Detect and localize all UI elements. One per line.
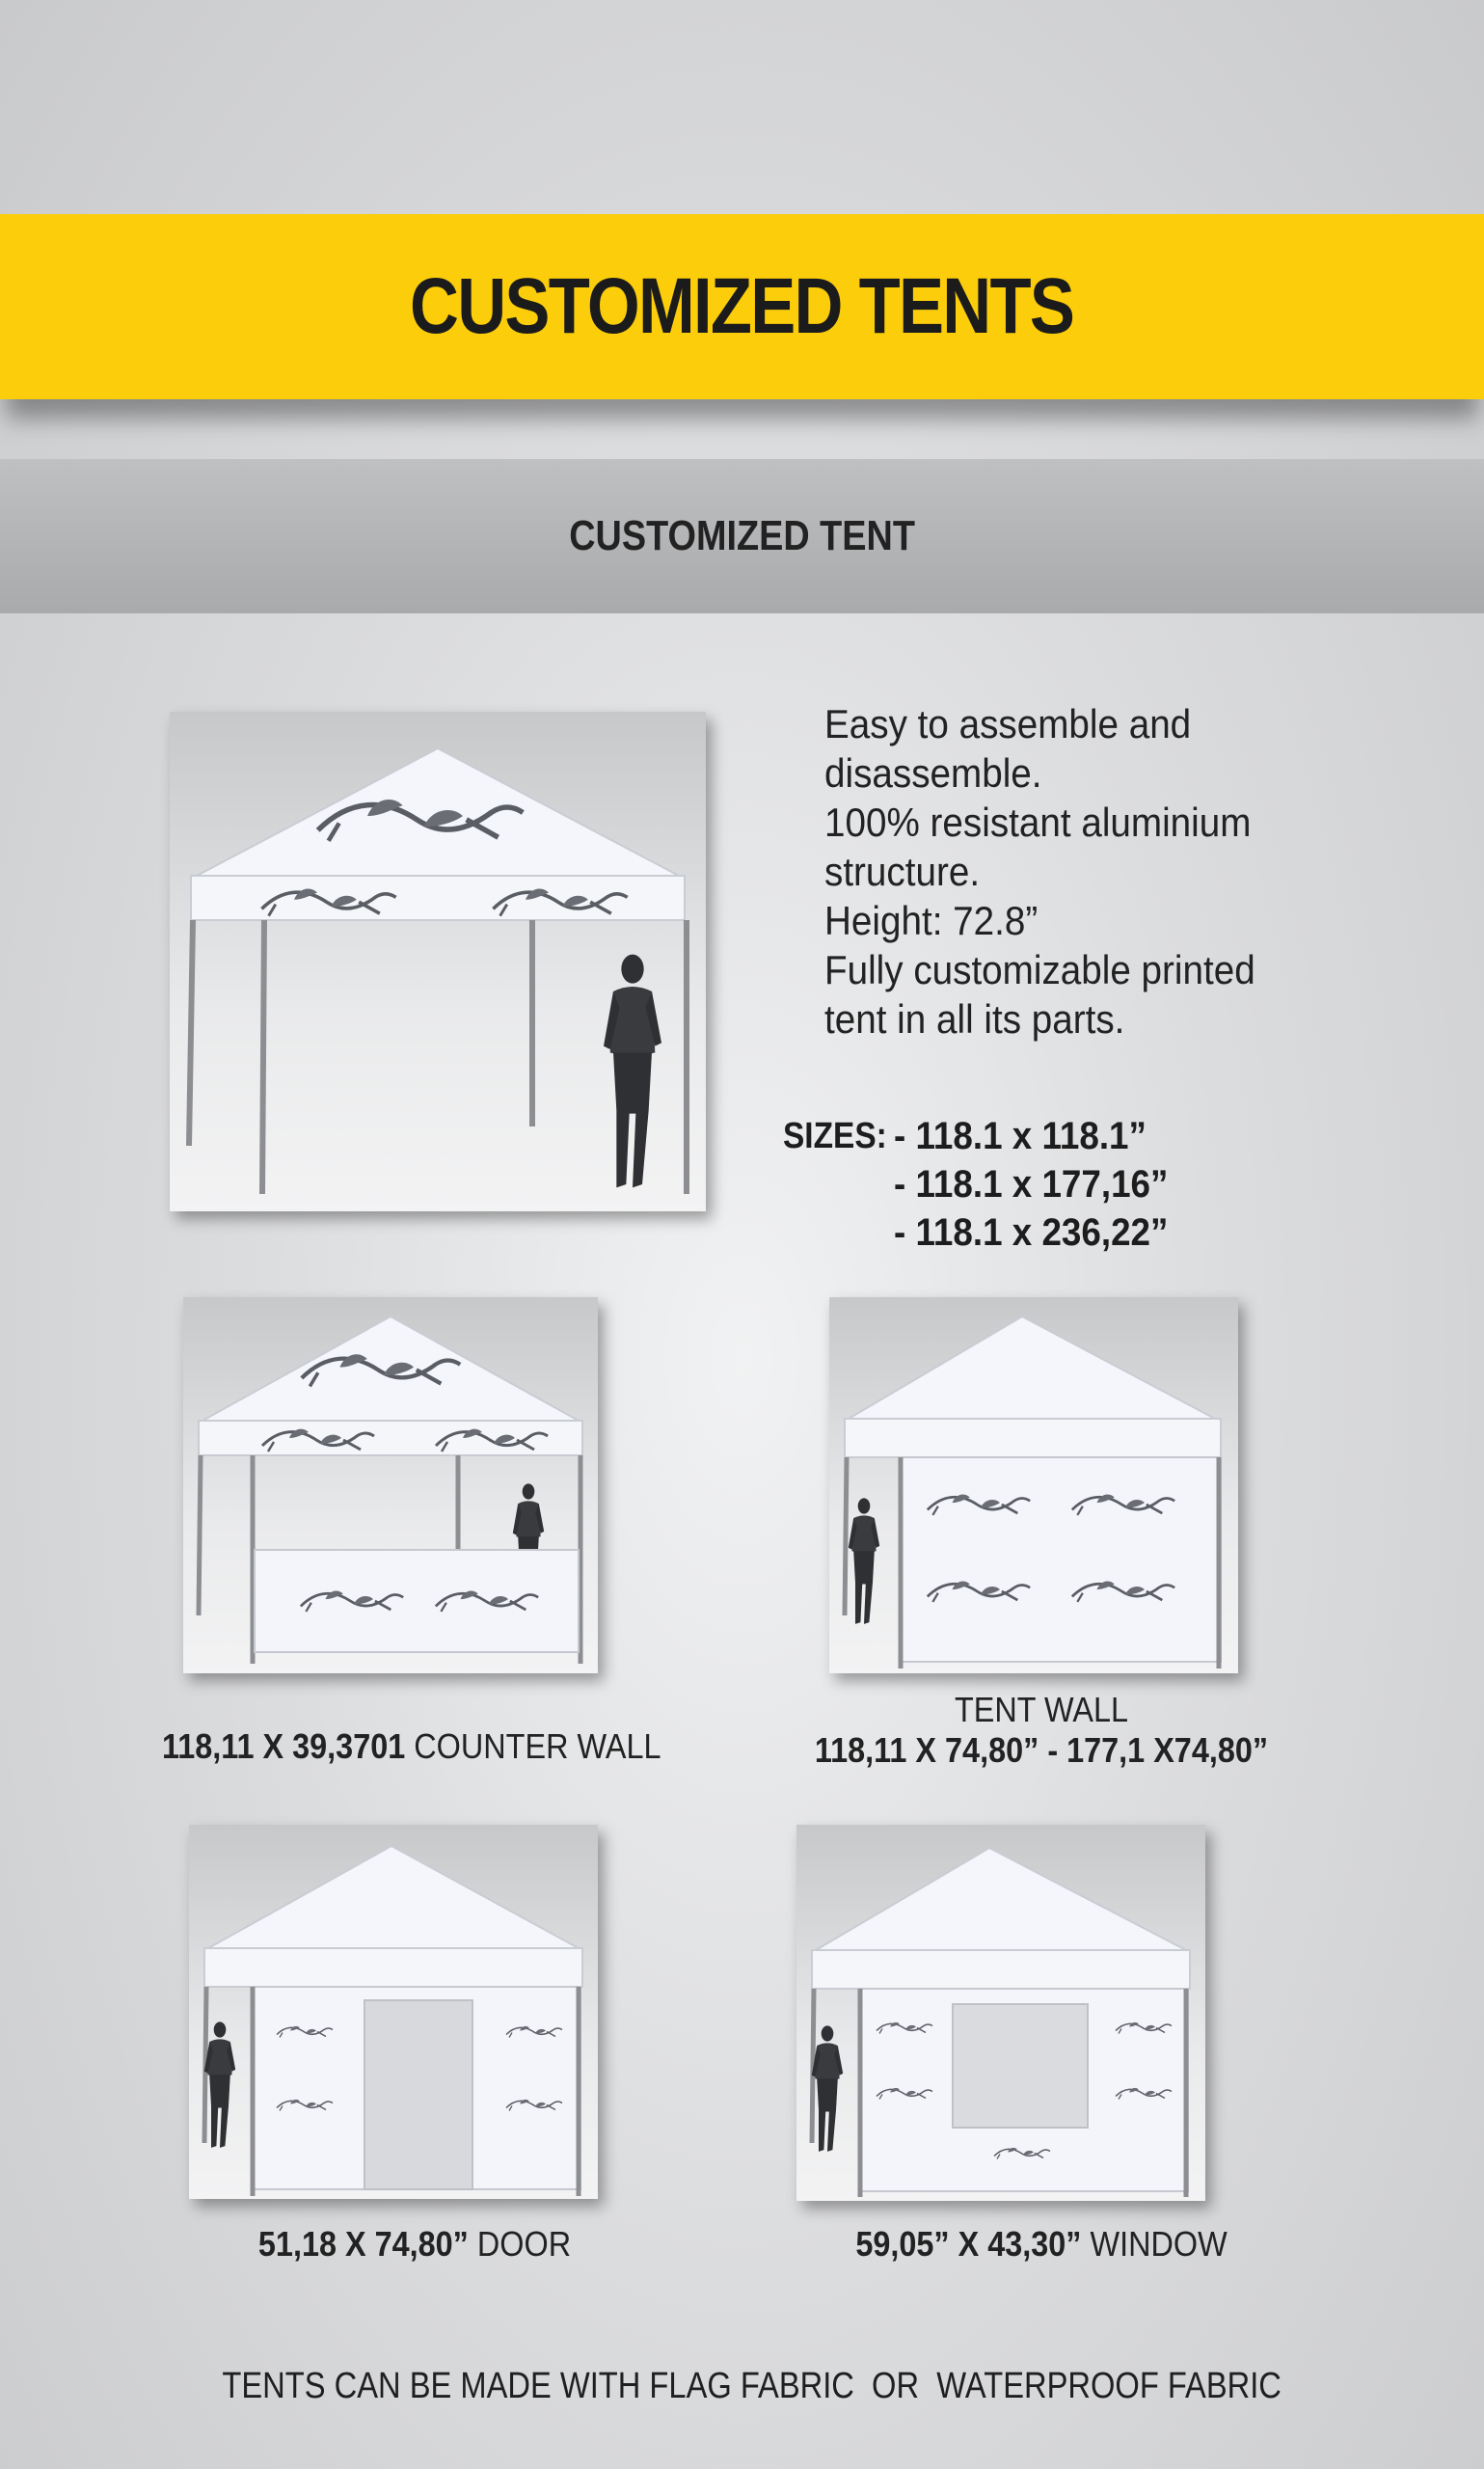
sizes-label: SIZES: — [783, 1116, 887, 1156]
door-dims: 51,18 X 74,80” — [257, 2224, 469, 2264]
window-caption — [798, 2224, 1284, 2265]
tent-wall-dims: 118,11 X 74,80” - 177,1 X74,80” — [814, 1730, 1269, 1770]
size-item: - 118.1 x 177,16” — [894, 1163, 1169, 1206]
size-item: - 118.1 x 236,22” — [894, 1211, 1169, 1254]
title-banner — [0, 214, 1484, 399]
feature-line: Fully customizable printed — [824, 947, 1255, 992]
section-band — [0, 459, 1484, 613]
section-title: CUSTOMIZED TENT — [569, 512, 915, 559]
window-dims: 59,05” X 43,30” — [855, 2224, 1082, 2264]
counter-wall-caption — [162, 1726, 661, 1767]
feature-list — [824, 699, 1364, 1044]
tent-main-photo — [170, 712, 706, 1211]
fabric-note — [0, 2324, 1484, 2407]
page-title: CUSTOMIZED TENTS — [410, 262, 1074, 350]
tent-wall-caption — [790, 1690, 1293, 1771]
door-caption — [180, 2224, 649, 2265]
feature-line: structure. — [824, 849, 981, 894]
tent-wall-photo — [829, 1297, 1238, 1673]
counter-wall-dims: 118,11 X 39,3701 — [162, 1726, 406, 1766]
feature-line: Height: 72.8” — [824, 898, 1039, 943]
feature-line: disassemble. — [824, 750, 1042, 796]
counter-wall-photo — [183, 1297, 598, 1673]
door-name: DOOR — [476, 2224, 572, 2264]
fabric-note-text: TENTS CAN BE MADE WITH FLAG FABRIC OR WATERPROOF FABRIC — [222, 2366, 1282, 2406]
sizes-list — [894, 1112, 1192, 1257]
tent-wall-name: TENT WALL — [954, 1690, 1129, 1729]
window-name: WINDOW — [1090, 2224, 1228, 2264]
counter-wall-name: COUNTER WALL — [414, 1726, 661, 1766]
size-item: - 118.1 x 118.1” — [894, 1115, 1147, 1157]
door-photo — [189, 1825, 598, 2199]
feature-line: Easy to assemble and — [824, 701, 1192, 746]
feature-line: 100% resistant aluminium — [824, 800, 1252, 845]
feature-line: tent in all its parts. — [824, 996, 1125, 1042]
window-photo — [796, 1825, 1205, 2201]
